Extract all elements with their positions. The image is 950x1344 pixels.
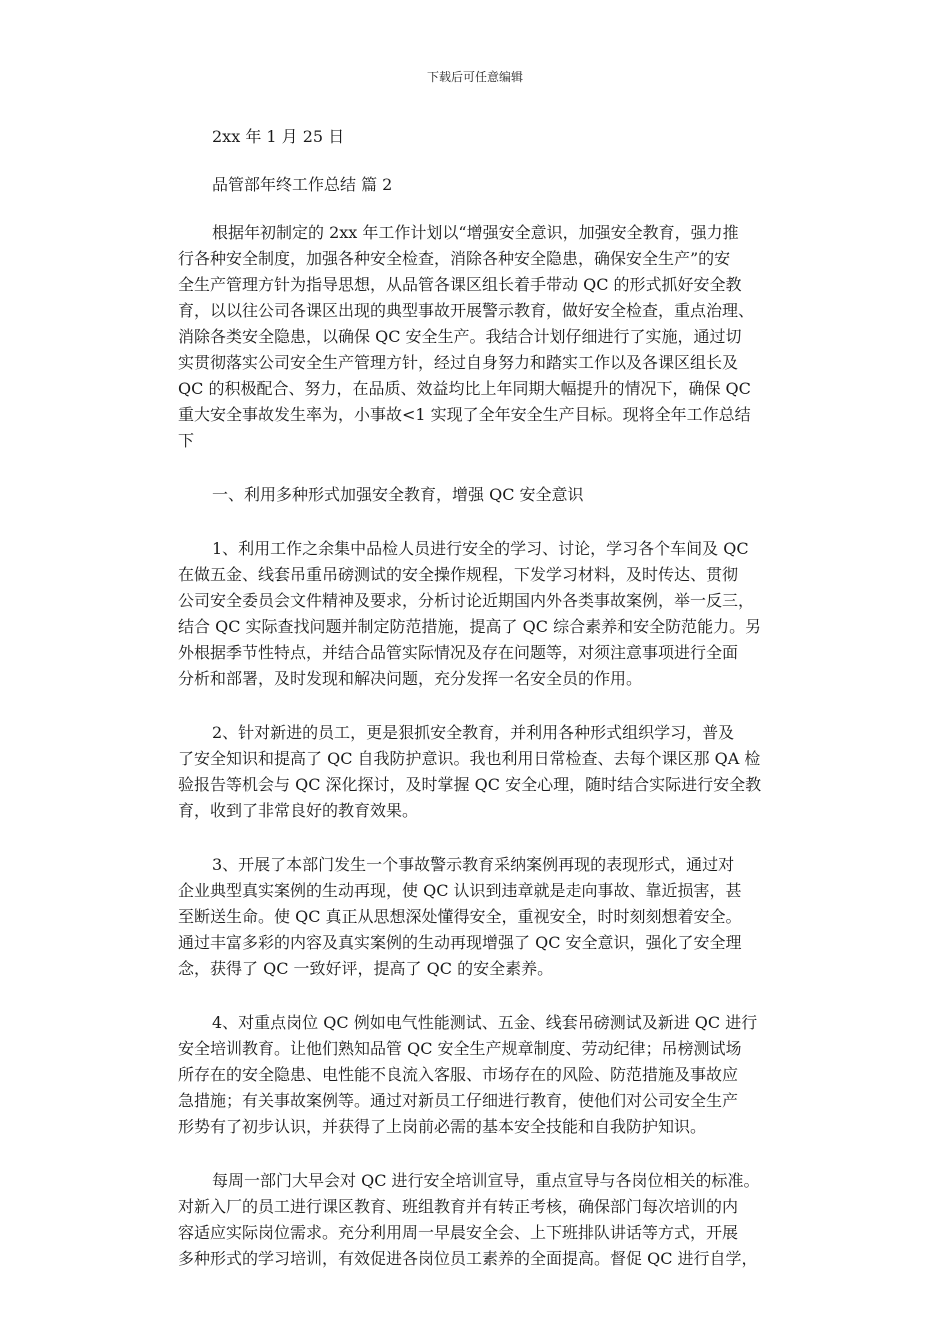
section-heading: [178, 482, 778, 508]
paragraph-item-4: [178, 1010, 778, 1140]
paragraph-line: 结合 QC 实际查找问题并制定防范措施，提高了 QC 综合素养和安全防范能力。另: [178, 617, 762, 636]
paragraph-line: 急措施；有关事故案例等。通过对新员工仔细进行教育，使他们对公司安全生产: [178, 1091, 739, 1110]
paragraph-line: 至断送生命。使 QC 真正从思想深处懂得安全，重视安全，时时刻刻想着安全。: [178, 907, 742, 926]
paragraph-line: 分析和部署，及时发现和解决问题，充分发挥一名安全员的作用。: [178, 669, 643, 688]
paragraph-item-2: [178, 720, 778, 824]
paragraph-line: 下: [178, 431, 195, 450]
paragraph-line: 形势有了初步认识，并获得了上岗前必需的基本安全技能和自我防护知识。: [178, 1117, 707, 1136]
paragraph-line: 对新入厂的员工进行课区教育、班组教育并有转正考核，确保部门每次培训的内: [178, 1197, 739, 1216]
paragraph-line: 通过丰富多彩的内容及真实案例的生动再现增强了 QC 安全意识，强化了安全理: [178, 933, 742, 952]
paragraph-line: 在做五金、线套吊重吊磅测试的安全操作规程，下发学习材料，及时传达、贯彻: [178, 565, 739, 584]
paragraph-item-1: [178, 536, 778, 692]
paragraph-line: 育，收到了非常良好的教育效果。: [178, 801, 419, 820]
date-line: 2xx 年 1 月 25 日: [212, 127, 345, 146]
paragraph-line: 多种形式的学习培训，有效促进各岗位员工素养的全面提高。督促 QC 进行自学，: [178, 1249, 758, 1268]
paragraph-line: 重大安全事故发生率为，小事故<1 实现了全年安全生产目标。现将全年工作总结: [178, 405, 751, 424]
paragraph-line: 实贯彻落实公司安全生产管理方针，经过自身努力和踏实工作以及各课区组长及: [178, 353, 739, 372]
paragraph-line: 4、对重点岗位 QC 例如电气性能测试、五金、线套吊磅测试及新进 QC 进行: [212, 1013, 758, 1032]
document-body: [178, 124, 778, 1300]
paragraph-line: 了安全知识和提高了 QC 自我防护意识。我也利用日常检查、去每个课区那 QA 检: [178, 749, 761, 768]
paragraph-line: 1、利用工作之余集中品检人员进行安全的学习、讨论，学习各个车间及 QC: [212, 539, 749, 558]
paragraph-line: 消除各类安全隐患，以确保 QC 安全生产。我结合计划仔细进行了实施，通过切: [178, 327, 742, 346]
paragraph-line: 行各种安全制度，加强各种安全检查，消除各种安全隐患，确保安全生产”的安: [178, 249, 731, 268]
paragraph-line: 2、针对新进的员工，更是狠抓安全教育，并利用各种形式组织学习，普及: [212, 723, 735, 742]
paragraph-line: 安全培训教育。让他们熟知品管 QC 安全生产规章制度、劳动纪律；吊榜测试场: [178, 1039, 742, 1058]
paragraph-line: 所存在的安全隐患、电性能不良流入客服、市场存在的风险、防范措施及事故应: [178, 1065, 739, 1084]
paragraph-intro: [178, 220, 778, 454]
paragraph-line: 公司安全委员会文件精神及要求，分析讨论近期国内外各类事故案例，举一反三，: [178, 591, 755, 610]
section-heading-line: 一、利用多种形式加强安全教育，增强 QC 安全意识: [212, 485, 584, 504]
paragraph-weekly-training: [178, 1168, 778, 1272]
paragraph-item-3: [178, 852, 778, 982]
paragraph-line: 验报告等机会与 QC 深化探讨，及时掌握 QC 安全心理，随时结合实际进行安全教: [178, 775, 762, 794]
paragraph-line: 3、开展了本部门发生一个事故警示教育采纳案例再现的表现形式，通过对: [212, 855, 735, 874]
paragraph-line: 根据年初制定的 2xx 年工作计划以“增强安全意识，加强安全教育，强力推: [212, 223, 739, 242]
paragraph-line: 育，以以往公司各课区出现的典型事故开展警示教育，做好安全检查，重点治理、: [178, 301, 755, 320]
document-title: 品管部年终工作总结 篇 2: [212, 175, 393, 194]
header-note: 下载后可任意编辑: [426, 70, 523, 84]
paragraph-line: 容适应实际岗位需求。充分利用周一早晨安全会、上下班排队讲话等方式，开展: [178, 1223, 739, 1242]
paragraph-line: 外根据季节性特点，并结合品管实际情况及存在问题等，对须注意事项进行全面: [178, 643, 739, 662]
paragraph-line: 全生产管理方针为指导思想，从品管各课区组长着手带动 QC 的形式抓好安全教: [178, 275, 742, 294]
paragraph-line: QC 的积极配合、努力，在品质、效益均比上年同期大幅提升的情况下，确保 QC: [178, 379, 751, 398]
paragraph-line: 每周一部门大早会对 QC 进行安全培训宣导，重点宣导与各岗位相关的标准。: [212, 1171, 760, 1190]
paragraph-line: 念，获得了 QC 一致好评，提高了 QC 的安全素养。: [178, 959, 554, 978]
paragraph-line: 企业典型真实案例的生动再现，使 QC 认识到违章就是走向事故、靠近损害，甚: [178, 881, 742, 900]
